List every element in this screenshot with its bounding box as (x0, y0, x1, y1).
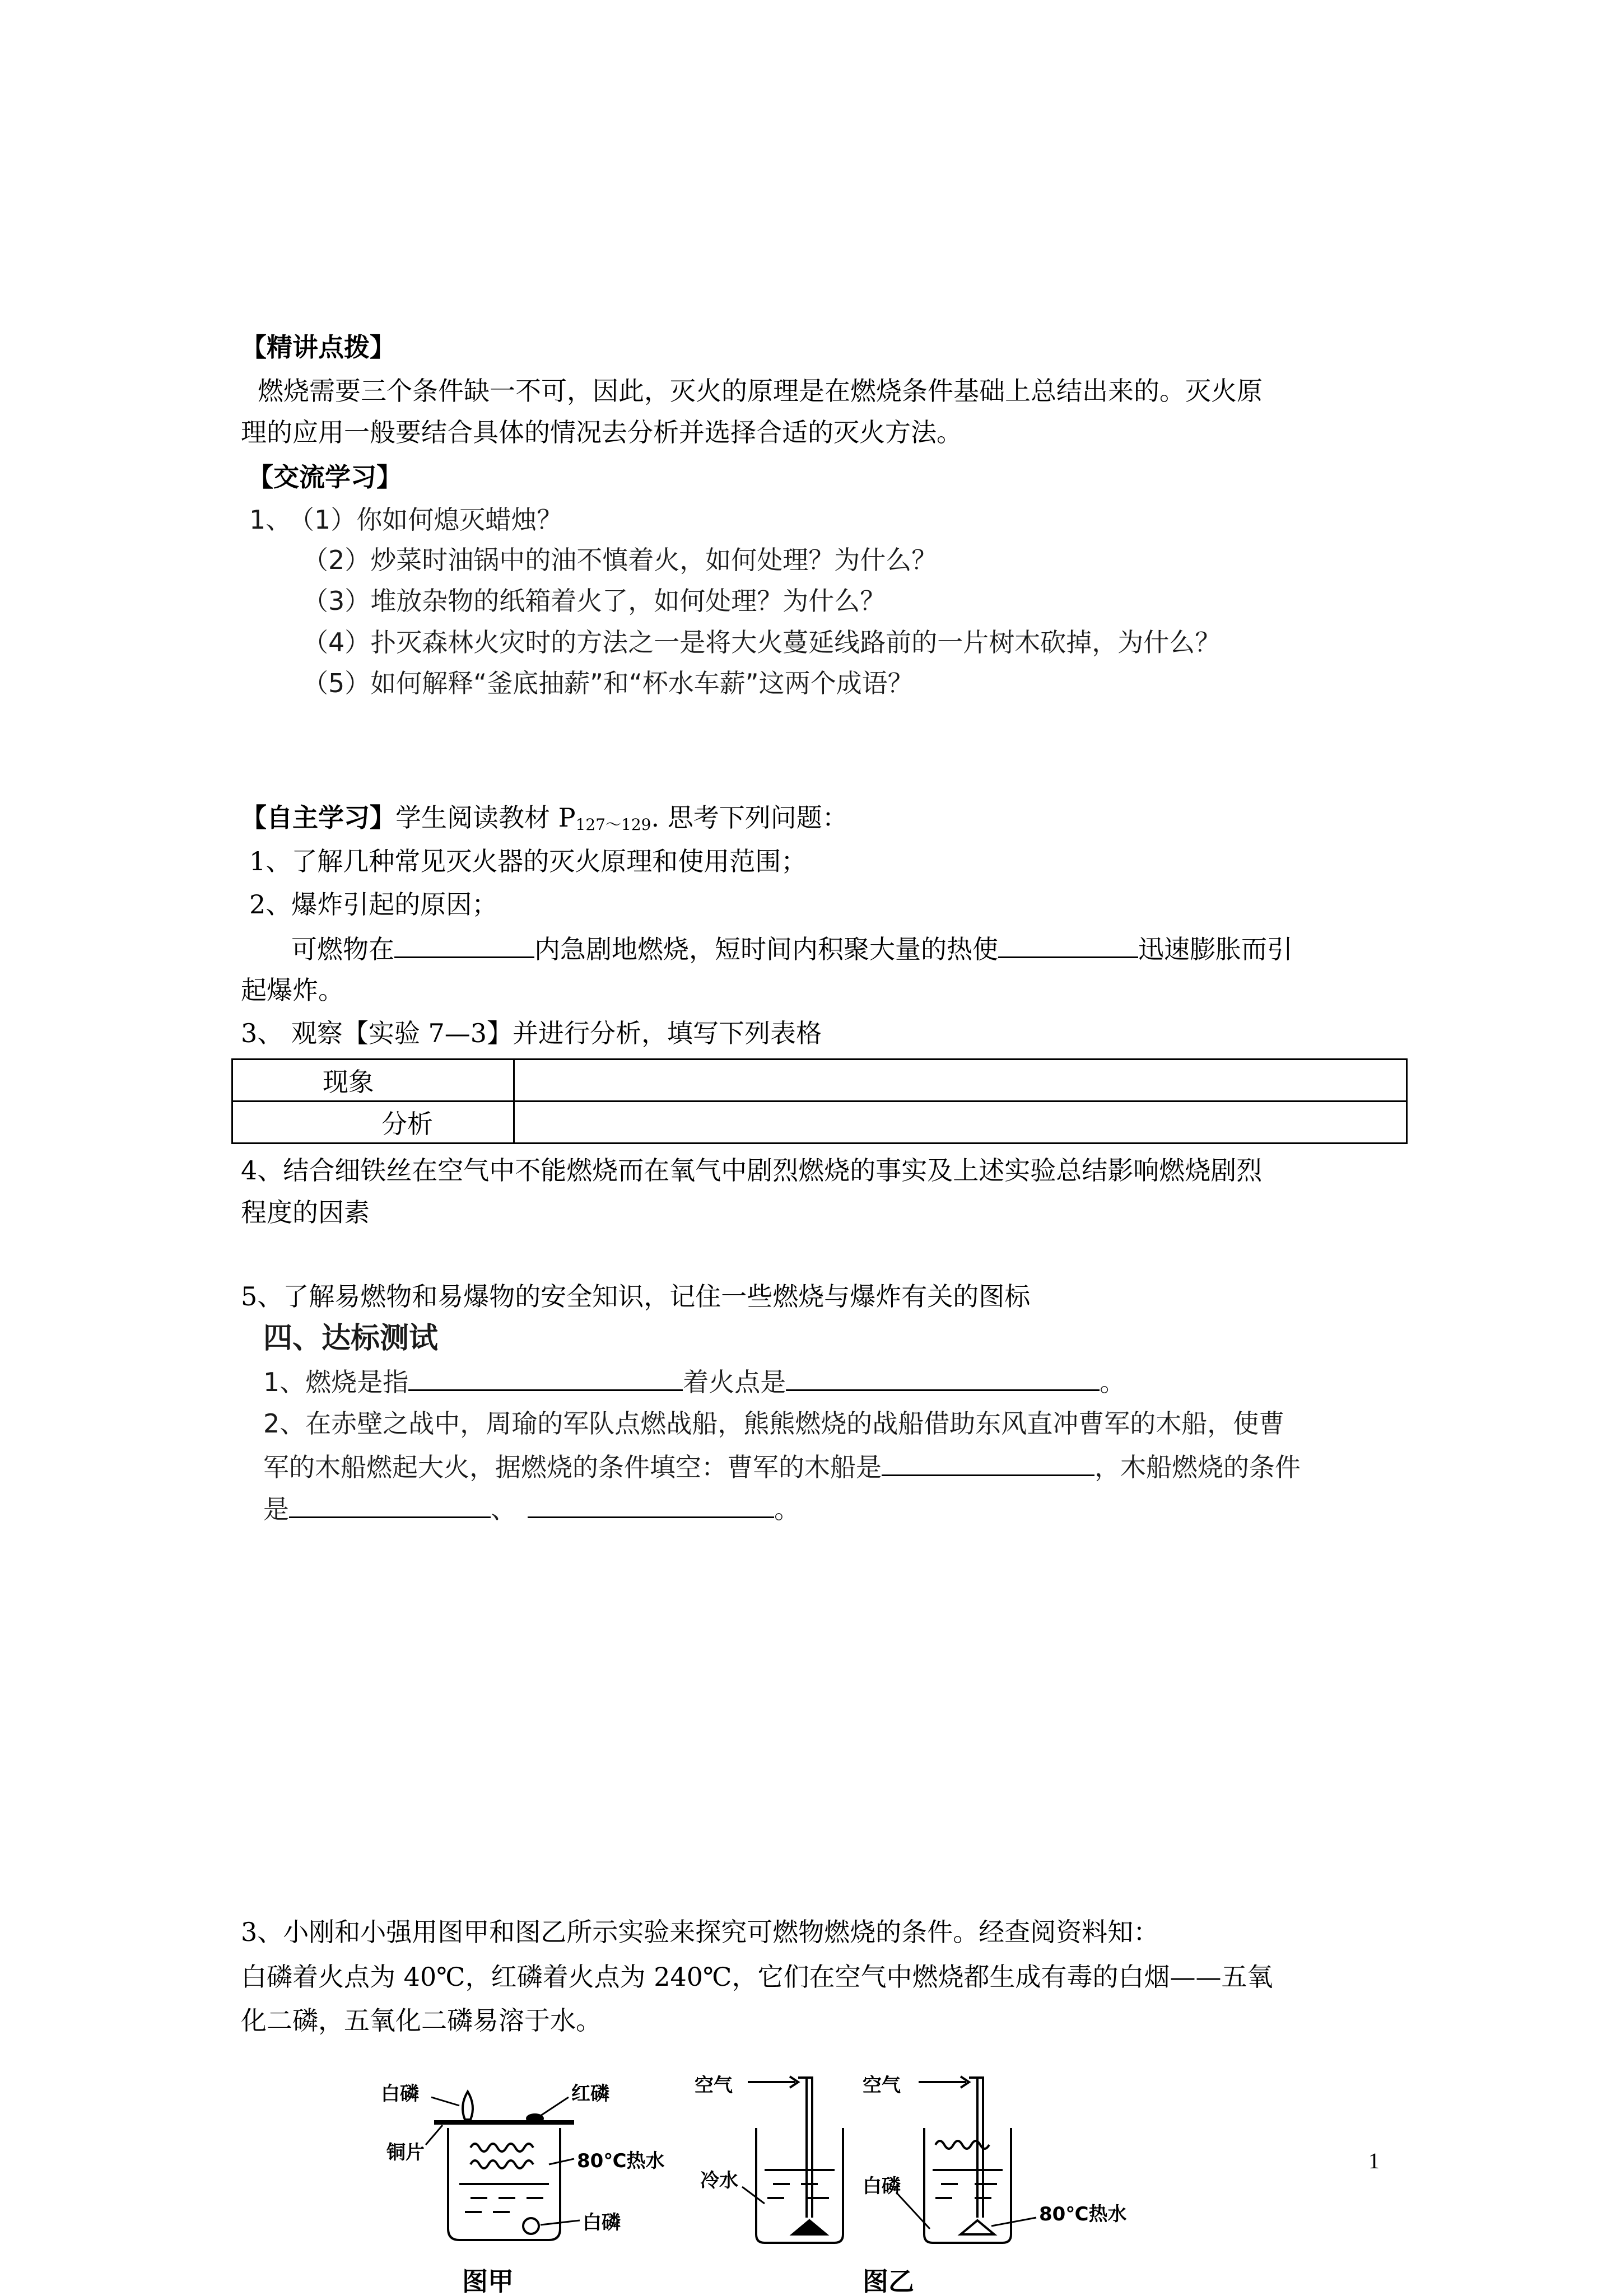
phenomenon-answer-cell[interactable] (514, 1060, 1407, 1102)
label-white-phosphorus-bottom: 白磷 (583, 2211, 621, 2234)
label-cold-water: 冷水 (700, 2169, 738, 2192)
self-study-intro: 学生阅读教材 P (395, 802, 576, 833)
section-heading-test: 四、达标测试 (263, 1322, 439, 1355)
test-q2-line-3 (263, 1492, 800, 1526)
self-study-intro-line (241, 801, 848, 842)
self-study-item-4-line-2: 程度的因素 (241, 1197, 370, 1228)
table-row (232, 1060, 1407, 1102)
test-q2-text-c: 是 (263, 1494, 289, 1524)
table-label-cell (232, 1060, 514, 1102)
condition-blank-2[interactable] (528, 1494, 774, 1518)
test-q2-sep: 、 (491, 1494, 516, 1524)
figure-jia (381, 2066, 695, 2296)
red-phosphorus (527, 2115, 543, 2122)
q3-line-2: 白磷着火点为 40℃，红磷着火点为 240℃，它们在空气中燃烧都生成有毒的白烟——五氧 (241, 1962, 1273, 1992)
label-air-right: 空气 (863, 2074, 901, 2097)
test-q2-text-a: 军的木船燃起大火，据燃烧的条件填空：曹军的木船是 (263, 1452, 882, 1482)
page-number: 1 (1368, 2148, 1380, 2173)
self-study-item-2: 2、爆炸引起的原因； (249, 889, 498, 920)
combustion-definition-blank[interactable] (408, 1367, 683, 1391)
flame-icon (463, 2092, 473, 2120)
key-points-line-1: 燃烧需要三个条件缺一不可，因此，灭火的原理是在燃烧条件基础上总结出来的。灭火原 (258, 376, 1263, 406)
exchange-item-3: （3）堆放杂物的纸箱着火了，如何处理？为什么？ (302, 586, 886, 616)
label-hot-water: 80℃热水 (577, 2150, 665, 2172)
self-study-item-1: 1、了解几种常见灭火器的灭火原理和使用范围； (249, 846, 807, 876)
test-q1-text-b: 着火点是 (683, 1367, 786, 1397)
label-hot-water-yi: 80℃热水 (1039, 2203, 1127, 2225)
figure-yi (695, 2066, 1154, 2296)
air-tube-left (798, 2078, 807, 2218)
label-white-phosphorus-top: 白磷 (381, 2083, 419, 2105)
label-red-phosphorus: 红磷 (571, 2083, 609, 2105)
analysis-answer-cell[interactable] (514, 1102, 1407, 1144)
explosion-fill-end: 起爆炸。 (241, 975, 344, 1005)
table-row (232, 1102, 1407, 1144)
test-q2-end: 。 (774, 1494, 800, 1524)
test-q1-line (263, 1365, 1125, 1399)
beaker-cold-water (756, 2128, 843, 2243)
section-heading-exchange: 【交流学习】 (248, 462, 402, 492)
condition-blank-1[interactable] (289, 1494, 491, 1518)
figure-yi-caption: 图乙 (863, 2266, 914, 2296)
white-phosphorus-underwater (523, 2218, 539, 2234)
explosion-fill-line (291, 932, 1293, 966)
ignition-point-blank[interactable] (786, 1367, 1100, 1391)
test-q1-text-a: 1、燃烧是指 (263, 1367, 409, 1397)
figure-jia-caption: 图甲 (462, 2266, 514, 2296)
fill-blank-2[interactable] (998, 934, 1138, 958)
fill-text-b: 内急剧地燃烧，短时间内积聚大量的热使 (534, 934, 998, 964)
test-q2-text-b: ，木船燃烧的条件 (1094, 1452, 1301, 1482)
exchange-item-1: （1）你如何熄灭蜡烛？ (288, 505, 563, 535)
self-study-item-3: 3、 观察【实验 7—3】并进行分析，填写下列表格 (241, 1018, 822, 1048)
self-study-intro-end: . 思考下列问题： (651, 802, 848, 833)
boat-category-blank[interactable] (882, 1452, 1094, 1476)
section-heading-key-points: 【精讲点拨】 (241, 332, 395, 362)
q3-line-3: 化二磷，五氧化二磷易溶于水。 (241, 2005, 602, 2036)
self-study-item-4-line-1: 4、结合细铁丝在空气中不能燃烧而在氧气中剧烈燃烧的事实及上述实验总结影响燃烧剧烈 (241, 1155, 1263, 1186)
fill-blank-1[interactable] (394, 934, 534, 958)
table-label-cell (232, 1102, 514, 1144)
exchange-question-number: 1、 (249, 505, 292, 535)
exchange-item-2: （2）炒菜时油锅中的油不慎着火，如何处理？为什么？ (302, 545, 938, 575)
key-points-line-2: 理的应用一般要结合具体的情况去分析并选择合适的灭火方法。 (241, 417, 962, 447)
fill-text-a: 可燃物在 (291, 934, 394, 964)
label-white-phosphorus: 白磷 (863, 2175, 901, 2197)
exchange-item-5: （5）如何解释“釜底抽薪”和“杯水车薪”这两个成语？ (302, 668, 914, 698)
exchange-item-4: （4）扑灭森林火灾时的方法之一是将大火蔓延线路前的一片树木砍掉，为什么？ (302, 627, 1221, 657)
self-study-item-5: 5、了解易燃物和易爆物的安全知识，记住一些燃烧与爆炸有关的图标 (241, 1281, 1031, 1312)
white-phosphorus-cold (793, 2220, 826, 2234)
test-q2-line-2 (263, 1450, 1301, 1484)
analysis-label: 分析 (381, 1109, 433, 1139)
experiment-table (231, 1058, 1408, 1144)
q3-line-1: 3、小刚和小强用图甲和图乙所示实验来探究可燃物燃烧的条件。经查阅资料知： (241, 1917, 1159, 1947)
fill-text-c: 迅速膨胀而引 (1138, 934, 1293, 964)
section-heading-self-study: 【自主学习】 (241, 802, 395, 833)
phenomenon-label: 现象 (323, 1067, 374, 1097)
label-copper-plate: 铜片 (386, 2141, 425, 2164)
test-q2-line-1: 2、在赤壁之战中，周瑜的军队点燃战船，熊熊燃烧的战船借助东风直冲曹军的木船，使曹 (263, 1408, 1285, 1439)
label-air-left: 空气 (695, 2074, 733, 2097)
test-q1-end: 。 (1100, 1367, 1126, 1397)
textbook-pages: 127～129 (575, 815, 651, 834)
white-phosphorus-hot (961, 2220, 994, 2234)
